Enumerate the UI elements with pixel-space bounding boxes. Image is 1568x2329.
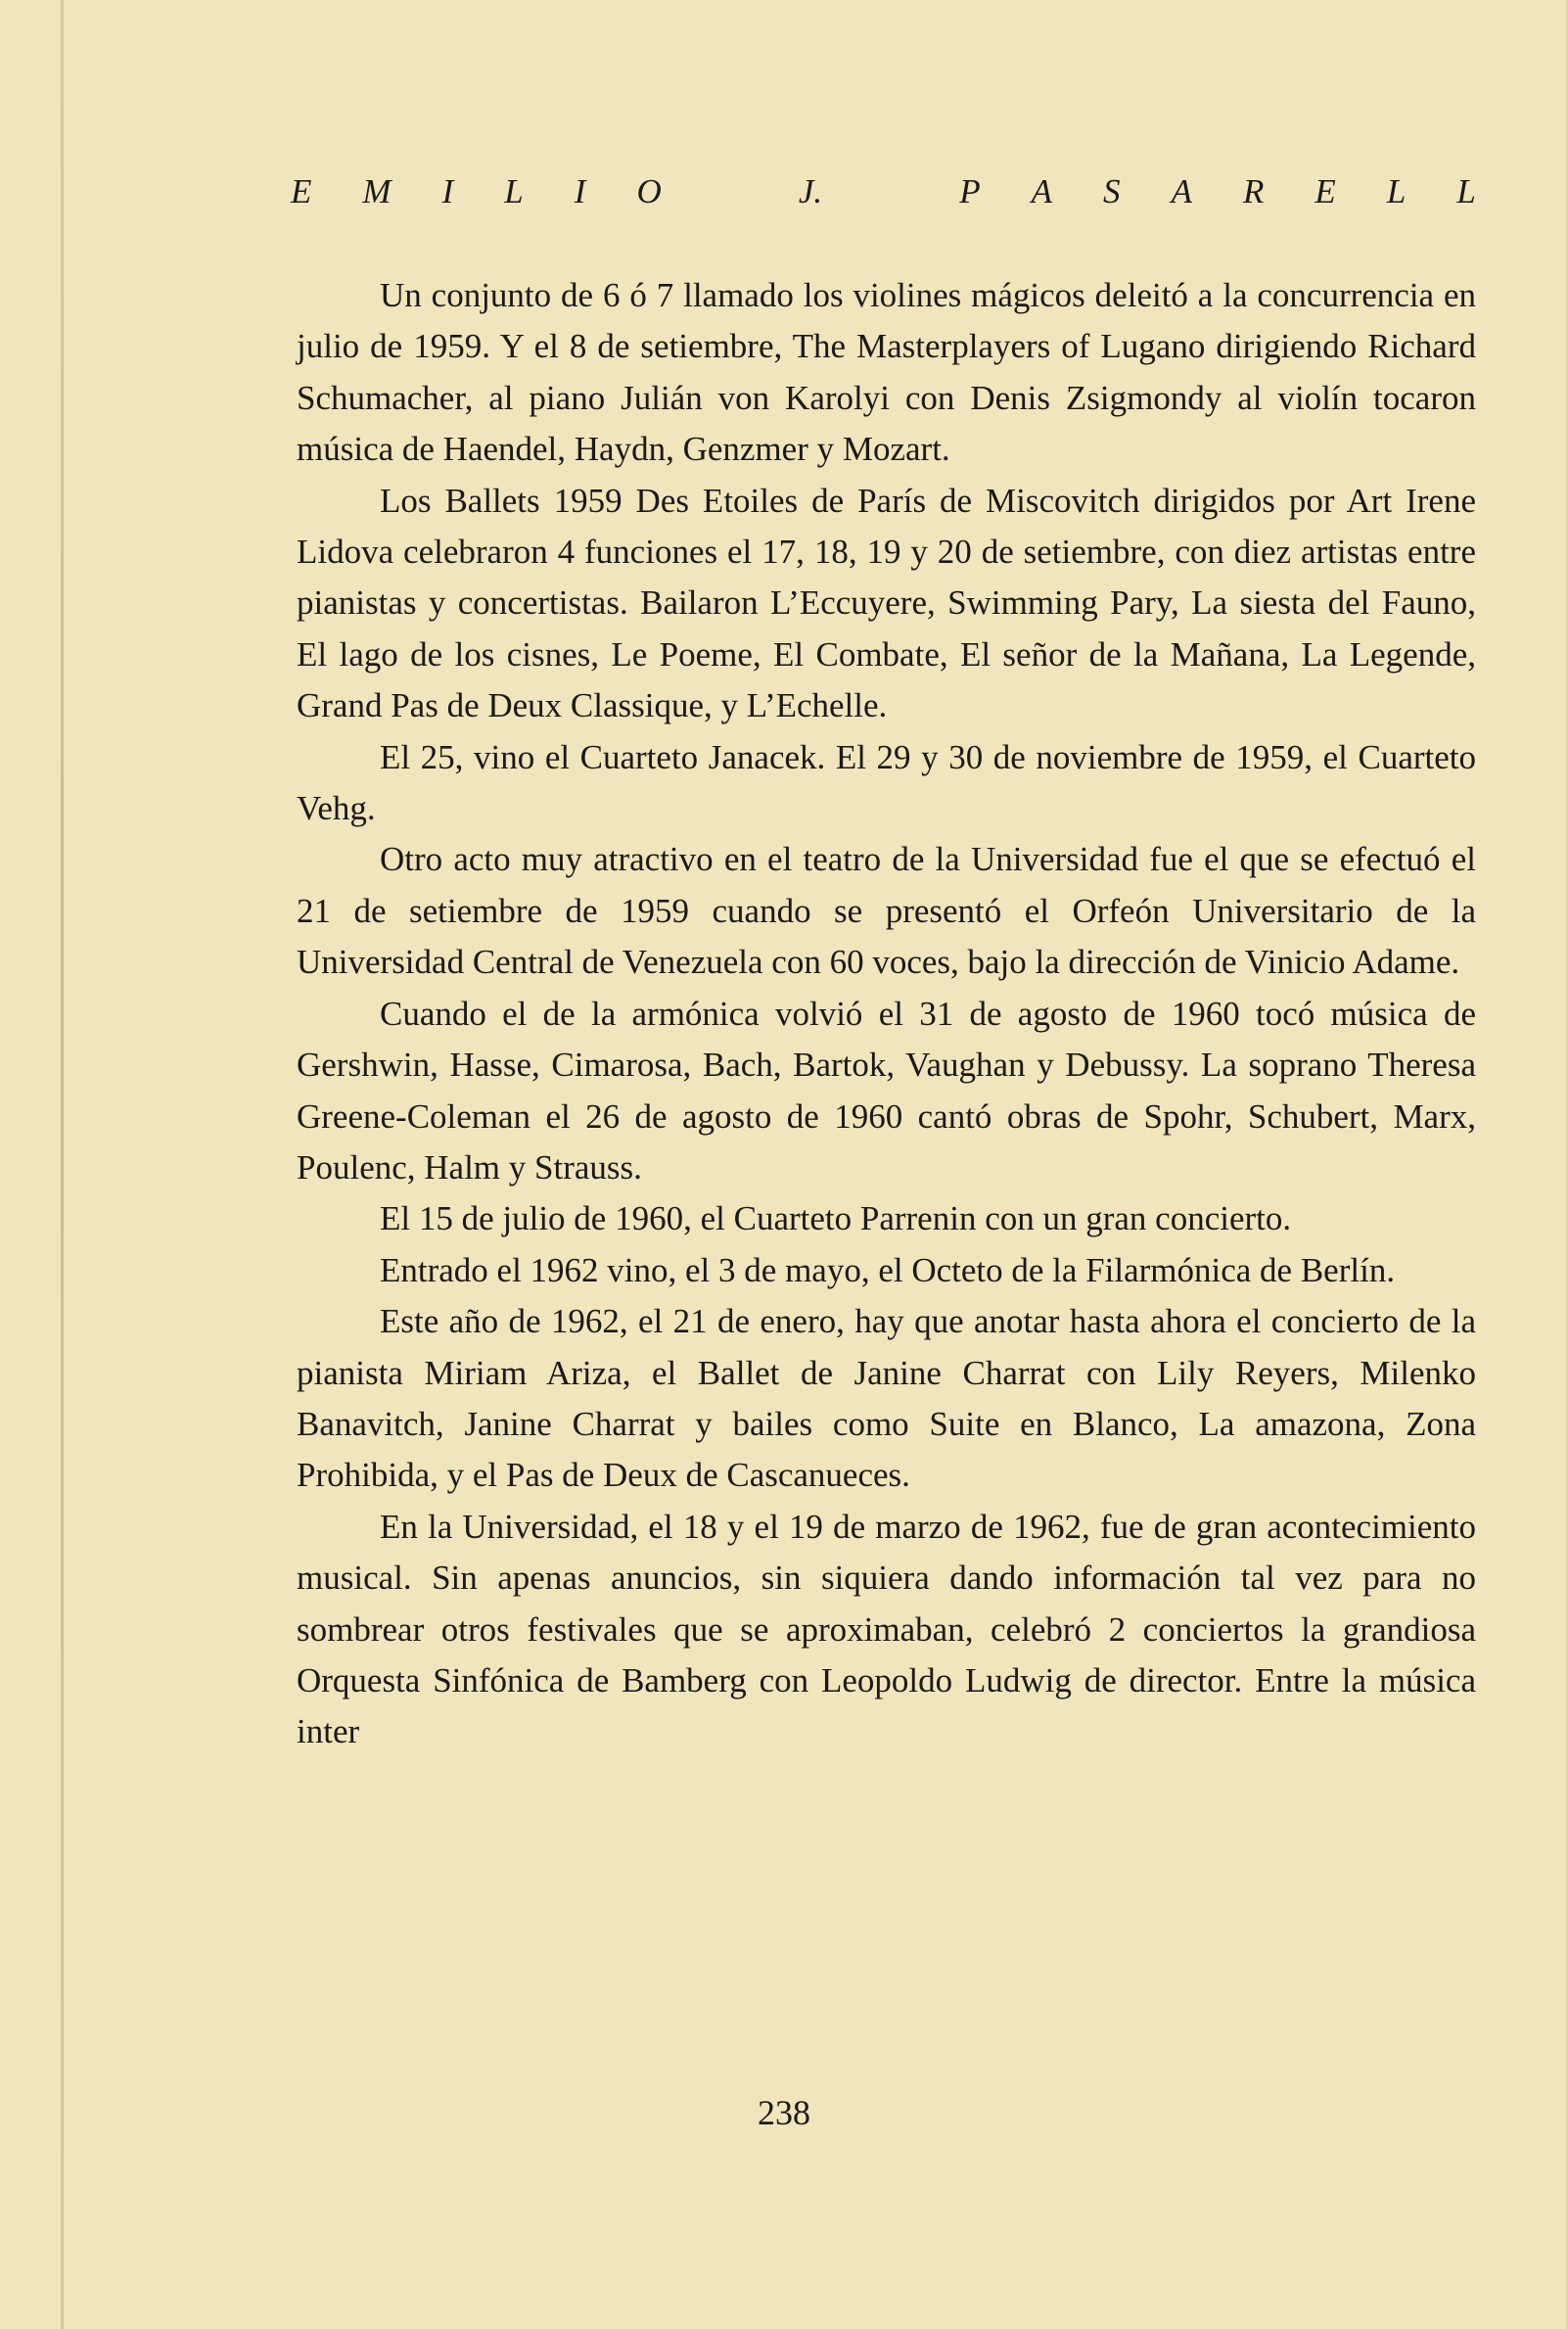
header-space bbox=[873, 172, 908, 211]
header-letter: R bbox=[1242, 172, 1265, 210]
running-head-author bbox=[291, 172, 1476, 211]
header-letter: I bbox=[574, 172, 586, 210]
page-spine-edge bbox=[61, 0, 64, 2329]
paragraph-armonica: Cuando el de la armónica volvió el 31 de agosto de 1960 tocó música de Gershwin, Hasse, Cimarosa, Bach, Bartok, Vaughan y Debussy. La soprano Theresa Greene-Coleman el 26 de agosto de 1960 cantó obras de Spohr, Schubert, Marx, Poulenc, Halm y Strauss. bbox=[297, 994, 1476, 1187]
header-letter: E bbox=[1314, 172, 1336, 210]
header-space bbox=[713, 172, 748, 211]
page-number: 238 bbox=[758, 2093, 810, 2132]
header-letter: J. bbox=[798, 172, 823, 210]
header-letter: A bbox=[1171, 172, 1192, 210]
header-letter: A bbox=[1031, 172, 1052, 210]
header-letter: L bbox=[504, 172, 524, 210]
paragraph-ballets-1959: Los Ballets 1959 Des Etoiles de París de Miscovitch dirigidos por Art Irene Lidova celebraron 4 funciones el 17, 18, 19 y 20 de setiembre, con diez artistas entre pianistas y concertistas. Bailaron L’Eccuyere, Swimming Pary, La siesta del Fauno, El lago de los cisnes, Le Poeme, El Combate, El señor de la Mañana, La Legende, Grand Pas de Deux Classique, y L’Echelle. bbox=[297, 481, 1476, 725]
header-letter: P bbox=[959, 172, 981, 210]
header-letter: O bbox=[636, 172, 662, 210]
body-text bbox=[297, 270, 1476, 1758]
header-letter: L bbox=[1386, 172, 1407, 210]
paragraph-ano-1962: Este año de 1962, el 21 de enero, hay que anotar hasta ahora el concierto de la pianista Miriam Ariza, el Ballet de Janine Charrat con Lily Reyers, Milenko Banavitch, Janine Charrat y bailes como Suite en Blanco, La amazona, Zona Prohibida, y el Pas de Deux de Cascanueces. bbox=[297, 1302, 1476, 1495]
paragraph-cuarteto-parrenin: El 15 de julio de 1960, el Cuarteto Parrenin con un gran concierto. bbox=[380, 1199, 1292, 1238]
header-letter: M bbox=[362, 172, 392, 210]
paragraph-cuarteto-janacek: El 25, vino el Cuarteto Janacek. El 29 y 30 de noviembre de 1959, el Cuarteto Vehg. bbox=[297, 737, 1476, 828]
header-letter: I bbox=[441, 172, 454, 210]
paragraph-octeto-berlin: Entrado el 1962 vino, el 3 de mayo, el Octeto de la Filarmónica de Berlín. bbox=[380, 1250, 1396, 1289]
header-letter: L bbox=[1456, 172, 1476, 210]
paragraph-violines-magicos: Un conjunto de 6 ó 7 llamado los violines mágicos deleitó a la concurrencia en julio de 1959. Y el 8 de setiembre, The Masterplayers of Lugano dirigiendo Richard Schumacher, al piano Julián von Karolyi con Denis Zsigmondy al violín tocaron música de Haendel, Haydn, Genzmer y Mozart. bbox=[297, 276, 1476, 469]
paragraph-orquesta-bamberg: En la Universidad, el 18 y el 19 de marzo de 1962, fue de gran acontecimiento musical. Sin apenas anuncios, sin siquiera dando información tal vez para no sombrear otros festivales que se aproximaban, celebró 2 conciertos la grandiosa Orquesta Sinfónica de Bamberg con Leopoldo Ludwig de director. Entre la música inter bbox=[297, 1507, 1476, 1751]
paragraph-orfeon-universitario: Otro acto muy atractivo en el teatro de la Universidad fue el que se efectuó el 21 de setiembre de 1959 cuando se presentó el Orfeón Universitario de la Universidad Central de Venezuela con 60 voces, bajo la dirección de Vinicio Adame. bbox=[297, 840, 1476, 982]
header-letter: S bbox=[1103, 172, 1121, 210]
header-letter: E bbox=[291, 172, 312, 210]
